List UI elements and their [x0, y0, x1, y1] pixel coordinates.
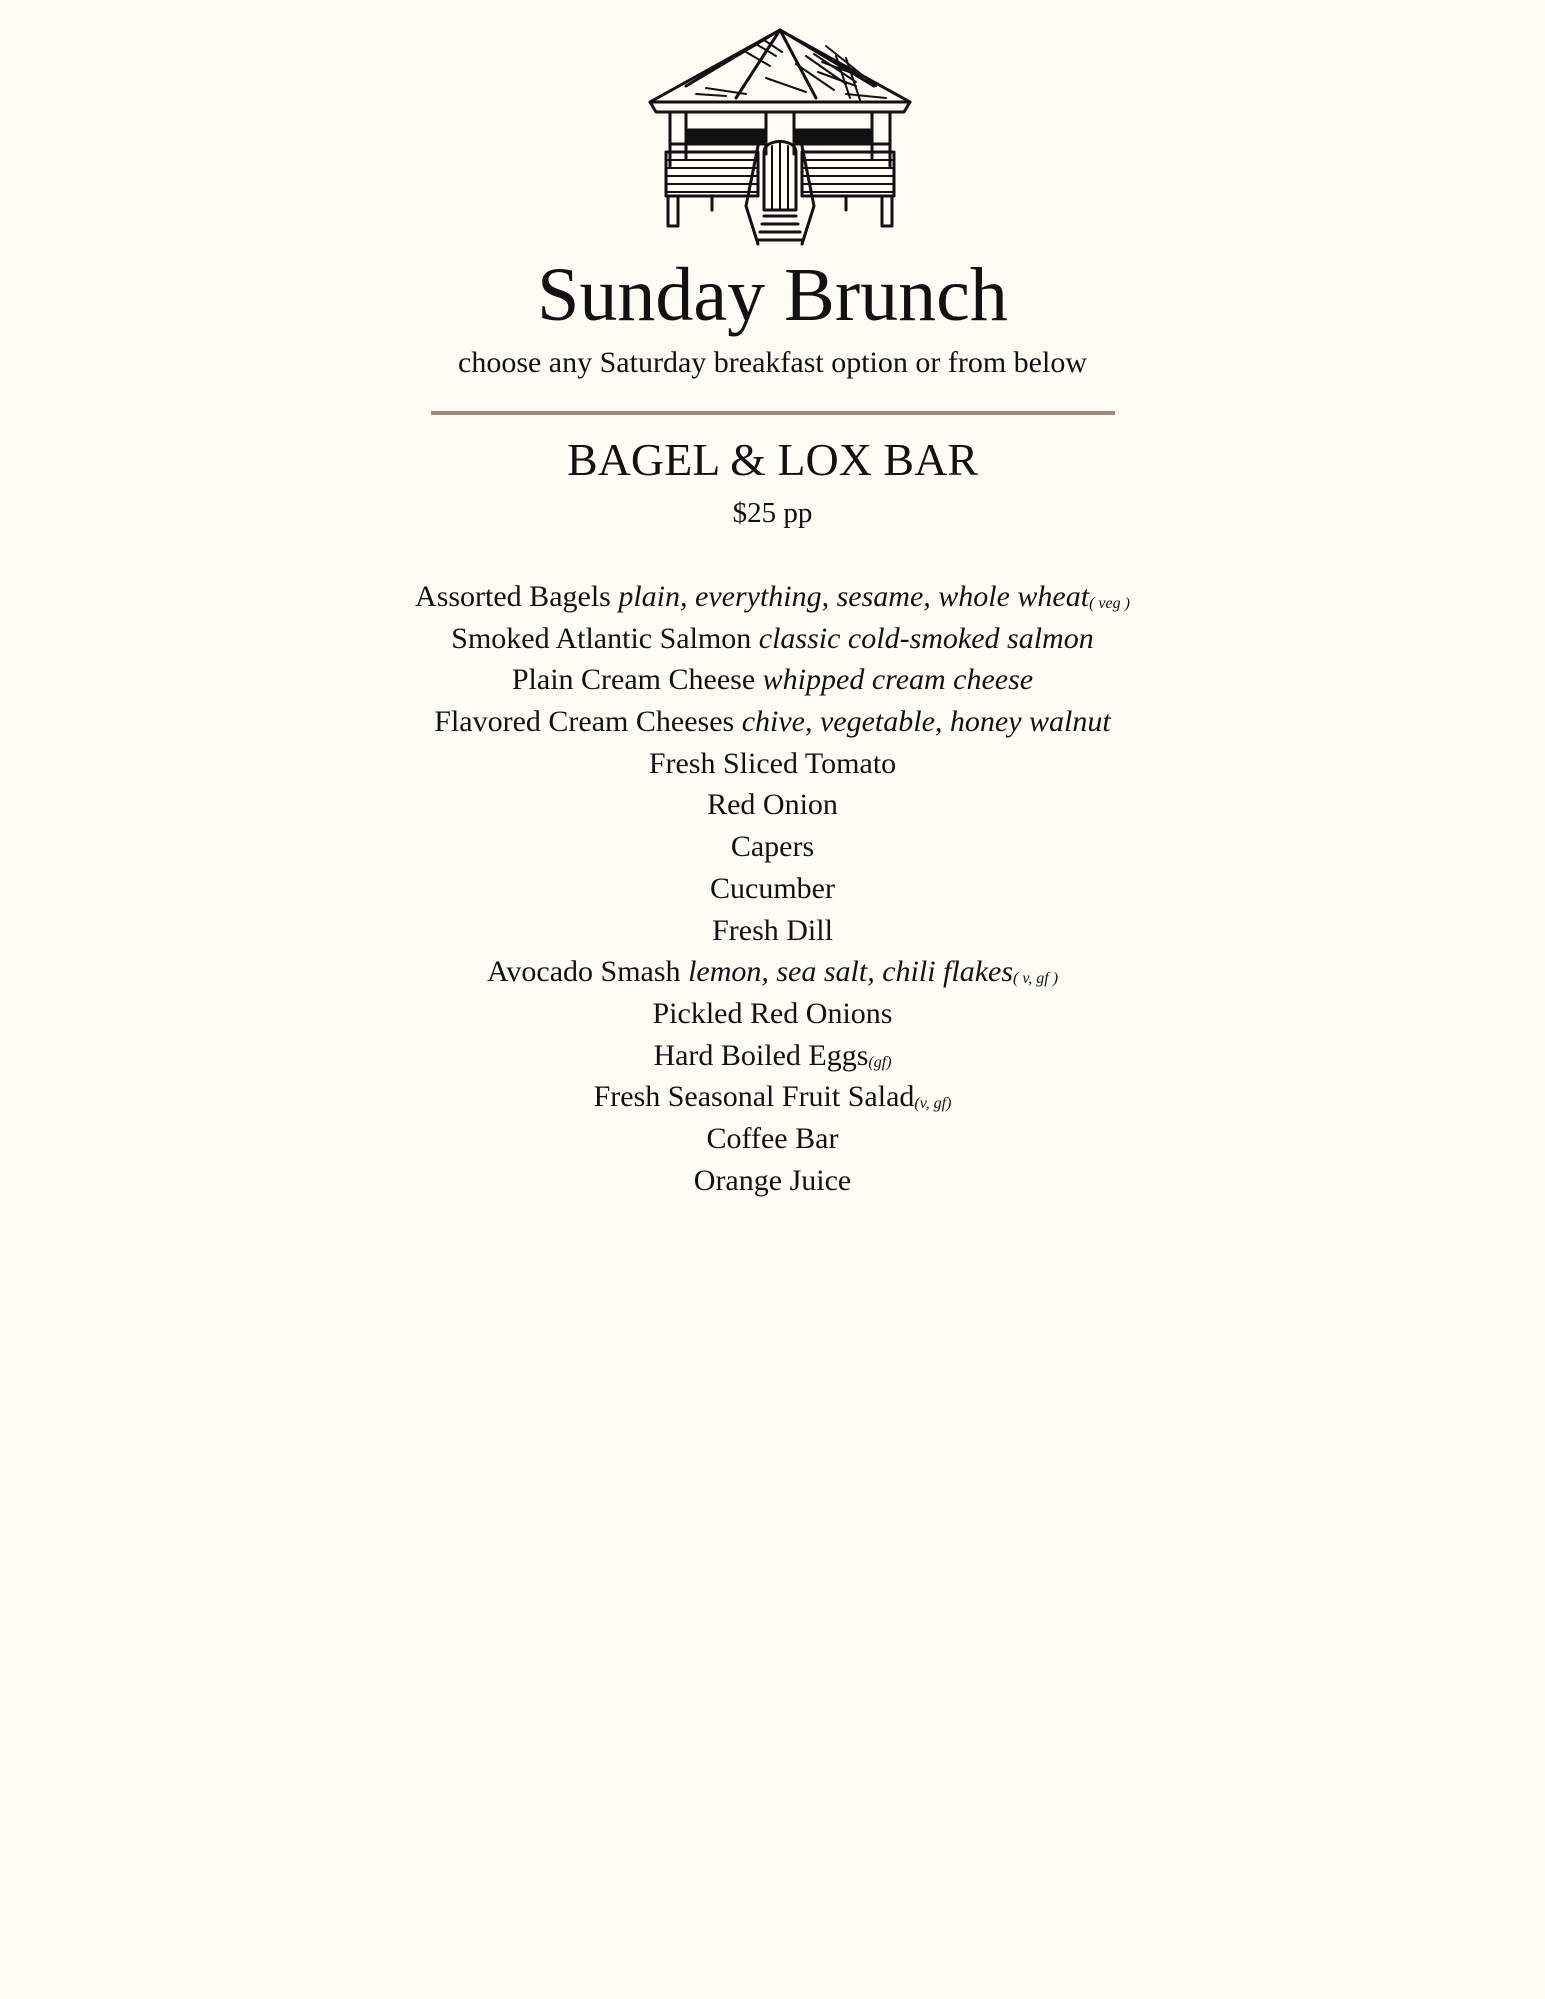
item-name: Cucumber: [710, 871, 835, 905]
menu-item: [0, 993, 1545, 1035]
menu-item: [0, 1076, 1545, 1118]
menu-item: [0, 659, 1545, 701]
item-dietary-note: ( veg ): [1089, 595, 1130, 612]
gazebo-illustration-icon: [646, 26, 914, 248]
menu-item: [0, 1118, 1545, 1160]
item-name: Pickled Red Onions: [652, 996, 893, 1030]
item-name: Orange Juice: [693, 1163, 852, 1197]
item-name: Fresh Dill: [712, 913, 833, 947]
item-dietary-note: ( v, gf ): [1013, 970, 1059, 988]
item-name: Coffee Bar: [706, 1121, 839, 1155]
item-name: Fresh Seasonal Fruit Salad: [593, 1080, 915, 1114]
menu-item: [0, 826, 1545, 868]
item-name: Capers: [730, 830, 815, 864]
item-description: chive, vegetable, honey walnut: [741, 705, 1111, 739]
item-name: Avocado Smash: [486, 955, 681, 989]
menu-item: [0, 576, 1545, 618]
menu-item: [0, 784, 1545, 826]
item-dietary-note: (v, gf): [914, 1095, 952, 1113]
item-description: lemon, sea salt, chili flakes: [688, 955, 1014, 989]
section-divider: [431, 411, 1115, 415]
item-name: Plain Cream Cheese: [511, 663, 756, 697]
item-name: Hard Boiled Eggs: [653, 1038, 869, 1072]
menu-item: [0, 868, 1545, 910]
item-description: plain, everything, sesame, whole wheat: [618, 580, 1090, 613]
item-name: Assorted Bagels: [415, 580, 611, 613]
menu-item: [0, 701, 1545, 743]
page-subtitle: choose any Saturday breakfast option or from below: [458, 346, 1087, 379]
section-title: BAGEL & LOX BAR: [566, 434, 978, 485]
menu-item: [0, 910, 1545, 952]
item-name: Red Onion: [707, 788, 838, 822]
menu-item: [0, 618, 1545, 660]
item-dietary-note: (gf): [868, 1053, 892, 1071]
menu-item: [0, 1160, 1545, 1202]
menu-item-list: [0, 576, 1545, 1201]
item-name: Smoked Atlantic Salmon: [451, 621, 752, 655]
menu-item: [0, 1035, 1545, 1077]
item-name: Flavored Cream Cheeses: [434, 705, 735, 739]
menu-item: [0, 951, 1545, 993]
item-name: Fresh Sliced Tomato: [648, 746, 897, 780]
item-description: classic cold-smoked salmon: [758, 621, 1094, 655]
item-description: whipped cream cheese: [762, 663, 1034, 697]
section-price: $25 pp: [732, 497, 813, 529]
page-title: Sunday Brunch: [537, 253, 1008, 337]
menu-item: [0, 743, 1545, 785]
